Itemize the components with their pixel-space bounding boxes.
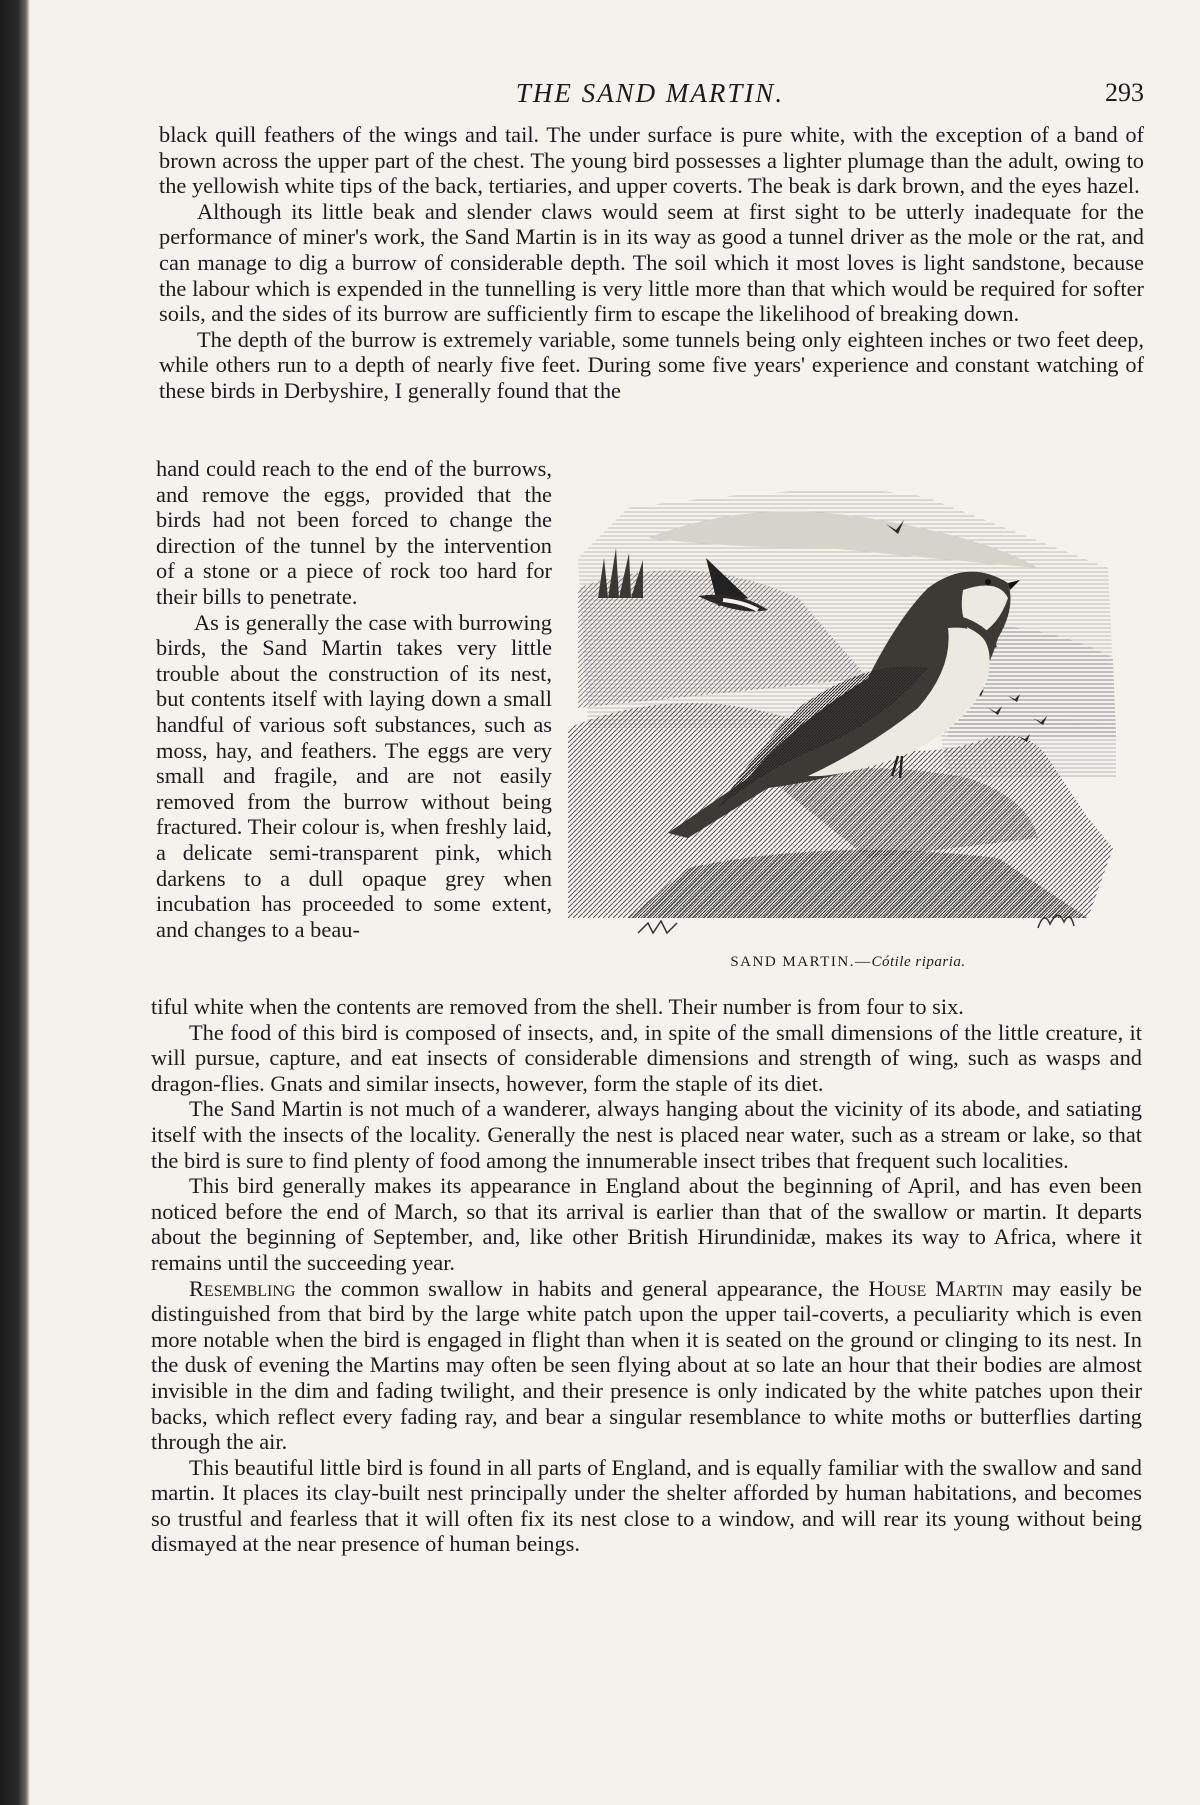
caption-latin: Cótile riparia. bbox=[871, 954, 966, 970]
sand-martin-illustration bbox=[568, 478, 1128, 970]
figure-caption bbox=[568, 954, 1128, 971]
running-header bbox=[156, 78, 1144, 112]
paragraph bbox=[151, 1276, 1142, 1455]
small-caps-lead: Resembling bbox=[189, 1275, 296, 1301]
paragraph: Although its little beak and slender claws would seem at first sight to be utterly inadequate for the performance of miner's work, the Sand Martin is in its way as good a tunnel driver as the mole or the rat, and can manage to dig a burrow of considerable depth. The soil which it most loves is light sandstone, because the labour which is expended in the tunnelling is very little more than that which would be required for softer soils, and the sides of its burrow are sufficiently firm to escape the likelihood of breaking down. bbox=[159, 198, 1144, 327]
running-title: THE SAND MARTIN. bbox=[515, 78, 785, 108]
paragraph: This bird generally makes its appearance in England about the beginning of April, and has even been noticed before the end of March, so that its arrival is earlier than that of the swallow or martin. It departs about the beginning of September, and, like other British Hirundinidæ, makes its way to Africa, where it remains until the succeeding year. bbox=[151, 1173, 1142, 1275]
paragraph: As is generally the case with burrowing birds, the Sand Martin takes very little trouble about the construction of its nest, but contents itself with laying down a small handful of various soft substances, such as moss, hay, and feathers. The eggs are very small and fragile, and are not easily removed from the burrow without being fractured. Their colour is, when freshly laid, a delicate semi-transparent pink, which darkens to a dull opaque grey when incubation has proceeded to some extent, and changes to a beau- bbox=[156, 609, 552, 942]
paragraph: black quill feathers of the wings and tail. The under surface is pure white, with the exception of a band of brown across the upper part of the chest. The young bird possesses a lighter plumage than the adult, owing to the yellowish white tips of the back, tertiaries, and upper coverts. The beak is dark brown, and the eyes hazel. bbox=[159, 122, 1144, 199]
text-block-top bbox=[159, 122, 1144, 404]
caption-name: SAND MARTIN.— bbox=[730, 954, 872, 970]
scan-edge bbox=[0, 0, 30, 1805]
small-caps-term: House Martin bbox=[868, 1275, 1004, 1301]
page-number: 293 bbox=[1105, 78, 1144, 107]
paragraph-text: the common swallow in habits and general appearance, the bbox=[304, 1275, 860, 1301]
paragraph-text: may easily be distinguished from that bird by the large white patch upon the upper tail-coverts, a peculiarity which is even more notable when the bird is engaged in flight than when it is seated on the ground or clinging to its nest. In the dusk of evening the Martins may often be seen flying about at so late an hour that their bodies are almost invisible in the dim and fading twilight, and their presence is only indicated by the white patches upon their backs, which reflect every fading ray, and bear a singular resemblance to white moths or butterflies darting through the air. bbox=[151, 1275, 1142, 1455]
paragraph: The Sand Martin is not much of a wanderer, always hanging about the vicinity of its abode, and satiating itself with the insects of the locality. Generally the nest is placed near water, such as a stream or lake, so that the bird is sure to find plenty of food among the innumerable insect tribes that frequent such localities. bbox=[151, 1096, 1142, 1173]
paragraph: tiful white when the contents are removed from the shell. Their number is from four to six. bbox=[151, 994, 964, 1019]
paragraph: The depth of the burrow is extremely variable, some tunnels being only eighteen inches or two feet deep, while others run to a depth of nearly five feet. During some five years' experience and constant watching of these birds in Derbyshire, I generally found that the bbox=[159, 326, 1144, 403]
engraving-image bbox=[568, 478, 1128, 944]
text-block-bottom bbox=[151, 994, 1142, 1557]
text-block-side bbox=[156, 456, 552, 942]
paragraph: hand could reach to the end of the burrows, and remove the eggs, provided that the birds had not been forced to change the direction of the tunnel by the intervention of a stone or a piece of rock too hard for their bills to penetrate. bbox=[156, 456, 552, 609]
paragraph: This beautiful little bird is found in all parts of England, and is equally familiar with the swallow and sand martin. It places its clay-built nest principally under the shelter afforded by human habitations, and becomes so trustful and fearless that it will often fix its nest close to a window, and will rear its young without being dismayed at the near presence of human beings. bbox=[151, 1454, 1142, 1557]
paragraph: The food of this bird is composed of insects, and, in spite of the small dimensions of the little creature, it will pursue, capture, and eat insects of considerable dimensions and strength of wing, such as wasps and dragon-flies. Gnats and similar insects, however, form the staple of its diet. bbox=[151, 1019, 1142, 1096]
